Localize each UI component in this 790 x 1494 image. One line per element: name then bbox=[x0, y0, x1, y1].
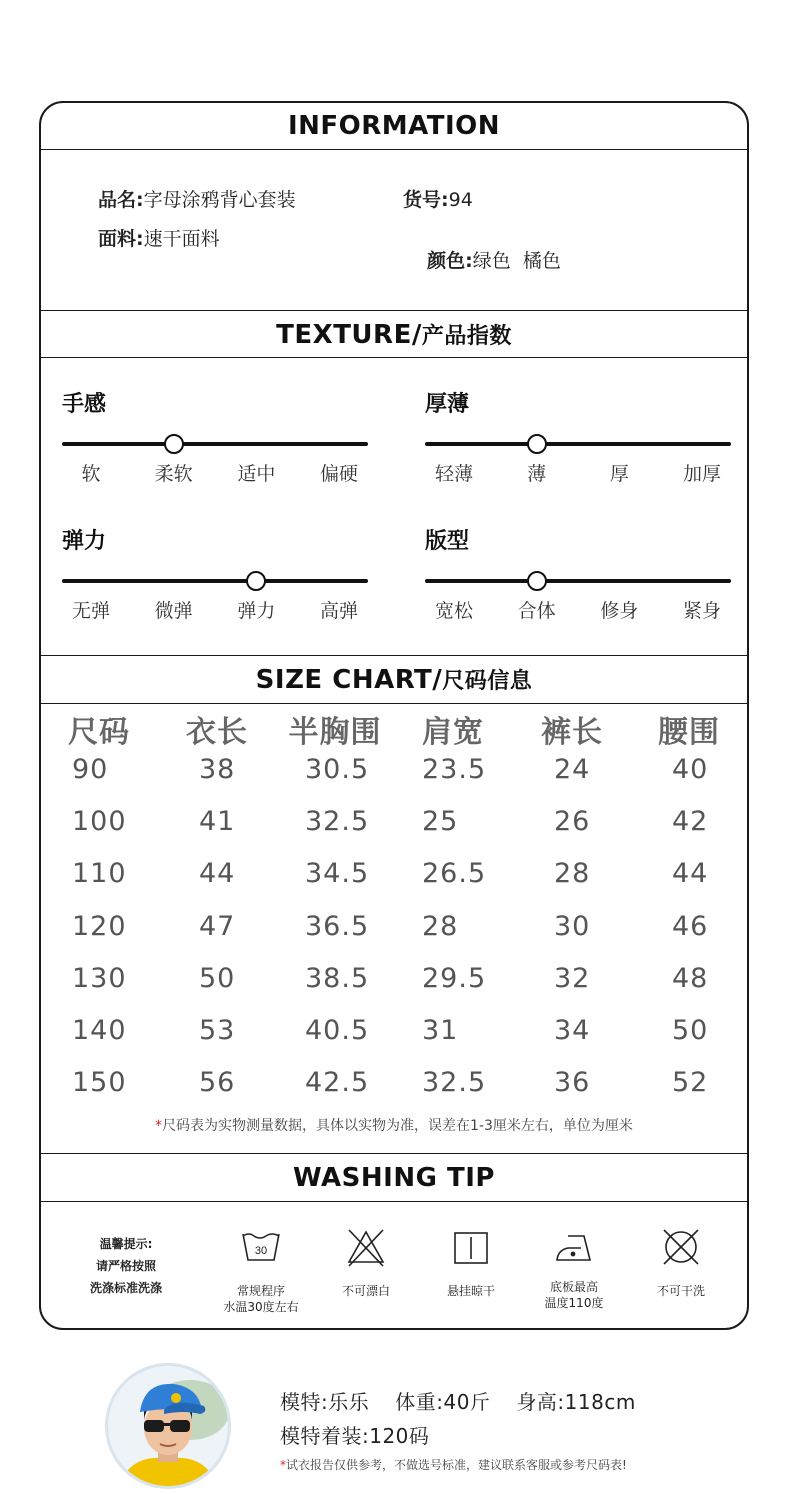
no-dry-clean-label: 不可干洗 bbox=[656, 1284, 706, 1298]
iron-label: 底板最高 温度110度 bbox=[544, 1280, 604, 1310]
texture-scale-label: 软 bbox=[81, 463, 101, 485]
size-chart-title: SIZE CHART/尺码信息 bbox=[255, 665, 533, 695]
texture-hand-feel-title: 手感 bbox=[62, 392, 107, 417]
product-info-card bbox=[39, 101, 749, 1330]
size-table-cell: 40.5 bbox=[305, 1015, 370, 1046]
size-table-cell: 32.5 bbox=[305, 806, 370, 838]
texture-elasticity-title: 弹力 bbox=[62, 529, 107, 554]
size-table-cell: 26 bbox=[554, 806, 591, 838]
model-name: 模特:乐乐 bbox=[280, 1390, 370, 1414]
wash-30-label: 常规程序 水温30度左右 bbox=[223, 1284, 299, 1314]
model-height: 身高:118cm bbox=[516, 1390, 636, 1414]
texture-scale-label: 偏硬 bbox=[319, 463, 359, 485]
no-bleach-label: 不可漂白 bbox=[341, 1284, 391, 1298]
size-table-cell: 44 bbox=[199, 858, 236, 890]
texture-scale-label: 修身 bbox=[600, 600, 639, 622]
size-table-cell: 32.5 bbox=[422, 1067, 487, 1099]
texture-scale-label: 适中 bbox=[237, 463, 276, 485]
size-table-cell: 40 bbox=[672, 754, 709, 785]
reminder-line: 洗涤标准洗涤 bbox=[89, 1281, 162, 1295]
size-table-cell: 28 bbox=[422, 910, 459, 942]
texture-scale-label: 微弹 bbox=[154, 600, 193, 622]
texture-level-marker bbox=[527, 571, 547, 591]
texture-scale-label: 厚 bbox=[609, 463, 629, 485]
size-table-cell: 28 bbox=[554, 858, 591, 890]
wash-temp-number: 30 bbox=[254, 1245, 268, 1257]
divider bbox=[41, 703, 747, 704]
texture-scale-label: 无弹 bbox=[71, 600, 111, 622]
size-table-cell: 140 bbox=[72, 1015, 127, 1046]
divider bbox=[41, 1153, 747, 1154]
divider bbox=[41, 1201, 747, 1202]
size-header-cell: 裤长 bbox=[541, 715, 603, 750]
washing-title: WASHING TIP bbox=[293, 1163, 495, 1193]
size-table-cell: 38 bbox=[199, 754, 236, 785]
texture-scale-label: 轻薄 bbox=[434, 463, 474, 485]
size-table-cell: 50 bbox=[672, 1015, 709, 1046]
size-table-cell: 110 bbox=[72, 858, 127, 890]
size-table-cell: 41 bbox=[199, 806, 236, 838]
model-note: *试衣报告仅供参考，不做选号标准，建议联系客服或参考尺码表! bbox=[280, 1458, 627, 1472]
texture-level-marker bbox=[246, 571, 266, 591]
size-table-cell: 29.5 bbox=[422, 962, 487, 994]
texture-thickness-title: 厚薄 bbox=[425, 392, 470, 417]
texture-level-marker bbox=[164, 434, 184, 454]
texture-fit bbox=[425, 524, 731, 634]
size-table-cell: 42.5 bbox=[305, 1067, 370, 1099]
divider bbox=[41, 655, 747, 656]
texture-scale-label: 加厚 bbox=[682, 463, 722, 485]
size-table-cell: 32 bbox=[554, 962, 591, 994]
size-table-cell: 46 bbox=[672, 910, 709, 942]
size-table-cell: 42 bbox=[672, 806, 709, 838]
info-item-name: 品名:字母涂鸦背心套装 bbox=[98, 189, 296, 211]
texture-scale-label: 薄 bbox=[527, 463, 547, 485]
size-header-cell: 腰围 bbox=[658, 715, 720, 750]
size-table-cell: 48 bbox=[672, 962, 709, 994]
washing-reminder bbox=[81, 1233, 171, 1299]
information-title: INFORMATION bbox=[287, 111, 501, 141]
size-table-cell: 26.5 bbox=[422, 858, 487, 890]
model-wearing: 模特着装:120码 bbox=[280, 1424, 430, 1448]
size-table-cell: 30.5 bbox=[305, 754, 370, 785]
size-header-cell: 半胸围 bbox=[288, 715, 382, 750]
info-item-fabric: 面料:速干面料 bbox=[98, 228, 220, 250]
no-dry-clean-icon bbox=[661, 1227, 701, 1267]
texture-scale-label: 合体 bbox=[517, 600, 556, 622]
wash-30-icon bbox=[240, 1230, 282, 1264]
size-header-cell: 尺码 bbox=[68, 715, 130, 750]
size-table-cell: 34 bbox=[554, 1015, 591, 1046]
reminder-line: 请严格按照 bbox=[95, 1259, 156, 1273]
model-weight: 体重:40斤 bbox=[395, 1390, 491, 1414]
size-table-cell: 30 bbox=[554, 910, 591, 942]
texture-thickness bbox=[425, 387, 731, 497]
size-table-cell: 90 bbox=[72, 754, 109, 785]
info-item-sku: 货号:94 bbox=[403, 189, 473, 211]
size-table-cell: 50 bbox=[199, 962, 236, 994]
texture-fit-title: 版型 bbox=[425, 529, 470, 554]
texture-scale-label: 高弹 bbox=[319, 600, 359, 622]
reminder-line: 温馨提示: bbox=[99, 1237, 153, 1251]
iron-icon bbox=[554, 1230, 594, 1264]
divider bbox=[41, 357, 747, 358]
size-table-cell: 56 bbox=[199, 1067, 236, 1099]
no-bleach-icon bbox=[345, 1228, 387, 1268]
size-note: *尺码表为实物测量数据，具体以实物为准，误差在1-3厘米左右，单位为厘米 bbox=[155, 1118, 633, 1134]
hang-dry-label: 悬挂晾干 bbox=[446, 1284, 496, 1298]
texture-scale-bar bbox=[62, 579, 368, 583]
texture-title: TEXTURE/产品指数 bbox=[276, 320, 512, 350]
size-table-cell: 100 bbox=[72, 806, 127, 838]
size-table-cell: 53 bbox=[199, 1015, 236, 1046]
size-table-cell: 25 bbox=[422, 806, 459, 838]
size-table-cell: 31 bbox=[422, 1015, 459, 1046]
texture-scale-label: 宽松 bbox=[434, 600, 474, 622]
texture-scale-label: 柔软 bbox=[154, 463, 193, 485]
info-item-color: 颜色:绿色 橘色 bbox=[427, 250, 561, 272]
model-stats bbox=[280, 1386, 662, 1415]
texture-level-marker bbox=[527, 434, 547, 454]
texture-hand-feel bbox=[62, 387, 368, 497]
size-table-cell: 52 bbox=[672, 1067, 709, 1099]
size-table-cell: 44 bbox=[672, 858, 709, 890]
texture-scale-bar bbox=[425, 579, 731, 583]
size-header-cell: 衣长 bbox=[186, 715, 248, 750]
divider bbox=[41, 310, 747, 311]
hang-dry-icon bbox=[453, 1231, 489, 1265]
size-header-cell: 肩宽 bbox=[422, 715, 484, 750]
size-table-cell: 36.5 bbox=[305, 910, 370, 942]
size-table-cell: 150 bbox=[72, 1067, 127, 1099]
texture-elasticity bbox=[62, 524, 368, 634]
divider bbox=[41, 149, 747, 150]
texture-scale-label: 紧身 bbox=[682, 600, 722, 622]
texture-scale-bar bbox=[62, 442, 368, 446]
texture-scale-bar bbox=[425, 442, 731, 446]
model-avatar bbox=[104, 1362, 232, 1490]
size-table-cell: 36 bbox=[554, 1067, 591, 1099]
size-table-cell: 47 bbox=[199, 910, 236, 942]
size-table-cell: 120 bbox=[72, 910, 127, 942]
size-table-cell: 24 bbox=[554, 754, 591, 785]
size-table-cell: 38.5 bbox=[305, 962, 370, 994]
size-table-cell: 34.5 bbox=[305, 858, 370, 890]
texture-scale-label: 弹力 bbox=[237, 600, 276, 622]
size-table-cell: 130 bbox=[72, 962, 127, 994]
size-table-cell: 23.5 bbox=[422, 754, 487, 785]
